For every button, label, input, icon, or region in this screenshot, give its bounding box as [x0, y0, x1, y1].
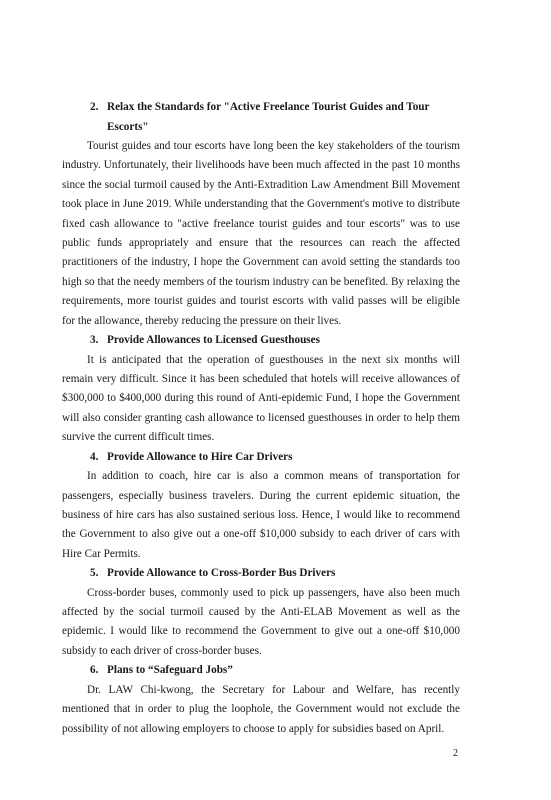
section-number: 6.: [90, 664, 99, 677]
section-6: [62, 661, 460, 739]
section-title: Relax the Standards for "Active Freelance Tourist Guides and Tour Escorts": [107, 101, 430, 133]
section-heading: [62, 331, 460, 351]
section-heading: [62, 98, 460, 137]
section-body: Tourist guides and tour escorts have long been the key stakeholders of the tourism industry. Unfortunately, their livelihoods have been much affected in the past 10 months since the social turmoil caused by the Anti-Extradition Law Amendment Bill Movement took place in June 2019. While understanding that the Government's motive to distribute fixed cash allowance to "active freelance tourist guides and tour escorts" was to use public funds appropriately and ensure that the resources can reach the affected practitioners of the industry, I hope the Government can avoid setting the standards too high so that the needy members of the tourism industry can be benefited. By relaxing the requirements, more tourist guides and tourist escorts with valid passes will be eligible for the allowance, thereby reducing the pressure on their lives.: [62, 140, 460, 327]
section-number: 2.: [90, 101, 99, 113]
section-2: [62, 98, 460, 331]
section-heading: [62, 661, 460, 681]
section-number: 3.: [90, 334, 99, 347]
section-5: [62, 564, 460, 661]
section-title: Plans to “Safeguard Jobs”: [107, 664, 233, 677]
section-title: Provide Allowance to Hire Car Drivers: [107, 450, 293, 463]
section-heading: [62, 448, 460, 468]
section-heading: [62, 564, 460, 584]
section-number: 4.: [90, 450, 99, 463]
section-4: [62, 448, 460, 565]
section-number: 5.: [90, 567, 99, 580]
section-body: It is anticipated that the operation of guesthouses in the next six months will remain very difficult. Since it has been scheduled that hotels will receive allowances of $300,000 to $400,000 during this round of Anti-epidemic Fund, I hope the Government will also consider granting cash allowance to licensed guesthouses in order to help them survive the current difficult times.: [62, 353, 460, 444]
section-title: Provide Allowances to Licensed Guesthouses: [107, 334, 320, 347]
section-body: Dr. LAW Chi-kwong, the Secretary for Labour and Welfare, has recently mentioned that in order to plug the loophole, the Government would not exclude the possibility of not allowing employers to choose to apply for subsidies based on April.: [62, 683, 460, 735]
section-body: Cross-border buses, commonly used to pick up passengers, have also been much affected by the social turmoil caused by the Anti-ELAB Movement as well as the epidemic. I would like to recommend the Government to give out a one-off $10,000 subsidy to each driver of cross-border buses.: [62, 586, 460, 657]
page-number: 2: [453, 748, 458, 759]
section-3: [62, 331, 460, 448]
section-body: In addition to coach, hire car is also a common means of transportation for passengers, especially business travelers. During the current epidemic situation, the business of hire cars has also sustained serious loss. Hence, I would like to recommend the Government to also give out a one-off $10,000 subsidy to each driver of cars with Hire Car Permits.: [62, 470, 460, 560]
document-page: [62, 98, 460, 739]
section-title: Provide Allowance to Cross-Border Bus Drivers: [107, 567, 336, 580]
